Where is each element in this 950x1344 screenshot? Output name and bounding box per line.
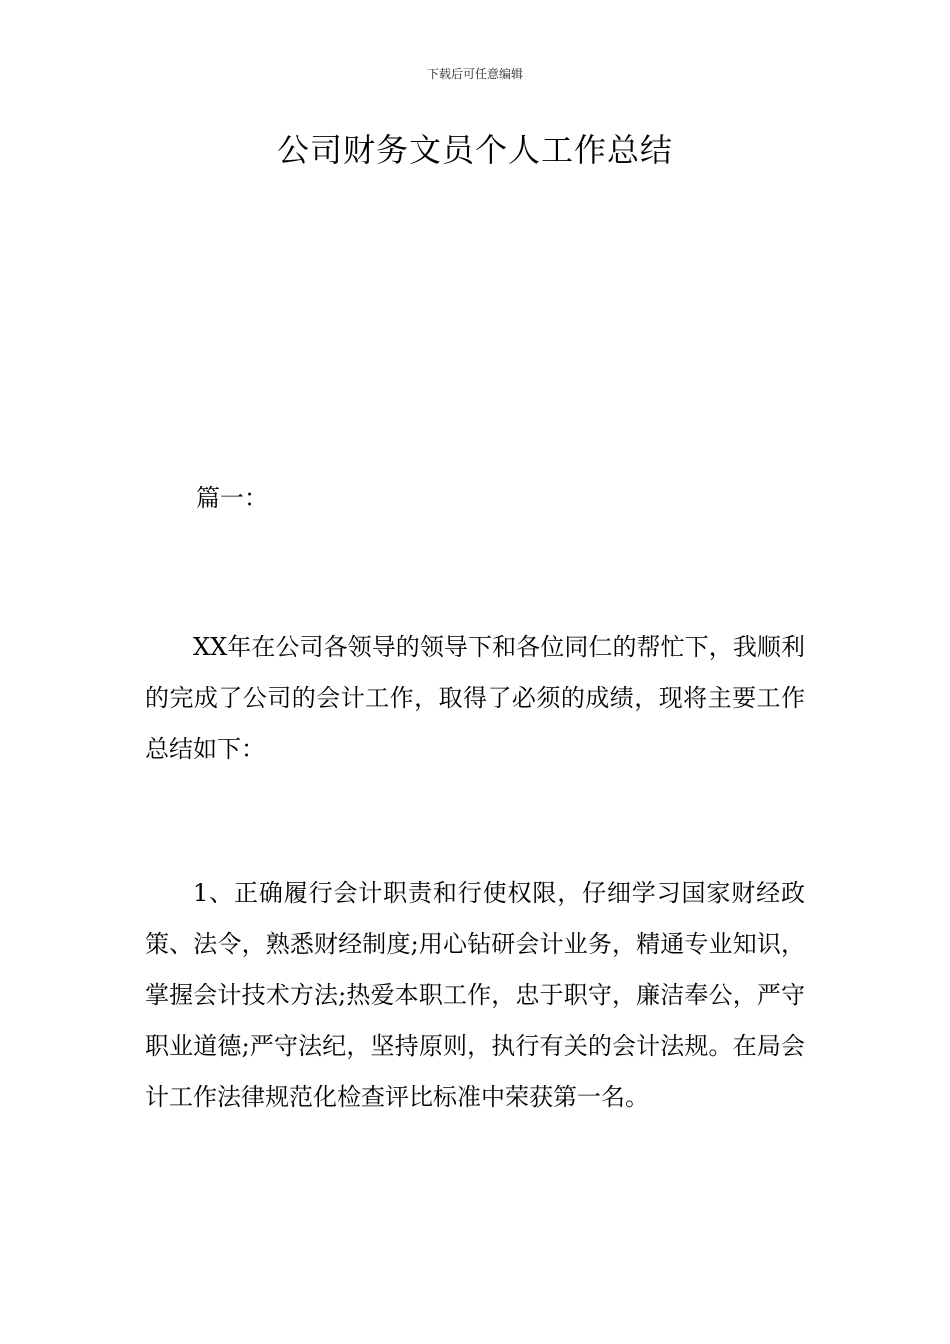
header-note: 下载后可任意编辑 [426, 67, 523, 81]
paragraph-intro: XX年在公司各领导的领导下和各位同仁的帮忙下，我顺利的完成了公司的会计工作，取得了必须的成绩，现将主要工作总结如下： [145, 633, 805, 763]
document-title: 公司财务文员个人工作总结 [276, 131, 673, 169]
section-heading: 篇一： [196, 484, 268, 512]
paragraph-item-1: 1、正确履行会计职责和行使权限，仔细学习国家财经政策、法令，熟悉财经制度;用心钻研会计业务，精通专业知识，掌握会计技术方法;热爱本职工作，忠于职守，廉洁奉公，严守职业道德;严守法纪，坚持原则，执行有关的会计法规。在局会计工作法律规范化检查评比标准中荣获第一名。 [145, 879, 805, 1111]
